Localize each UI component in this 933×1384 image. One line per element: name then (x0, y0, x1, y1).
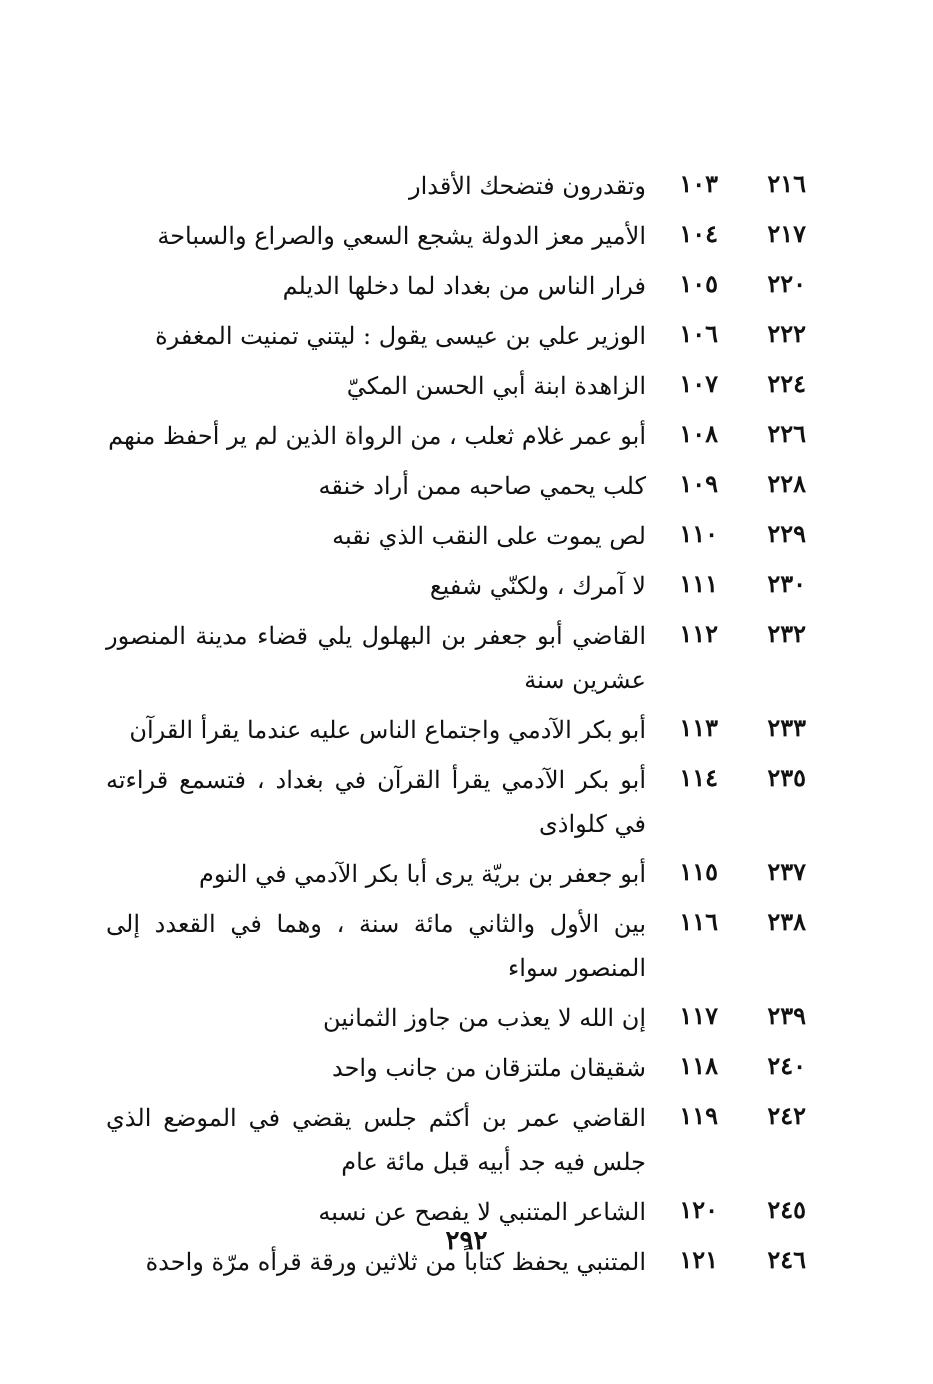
toc-entry (100, 364, 818, 408)
toc-entry (100, 464, 818, 508)
toc-entry-title: الزاهدة ابنة أبي الحسن المكيّ (346, 372, 646, 400)
toc-entry-number: ١٠٦ (679, 319, 718, 348)
toc-entry-title: كلب يحمي صاحبه ممن أراد خنقه (318, 472, 646, 500)
toc-entry (100, 708, 818, 752)
toc-entry-number: ١١٣ (679, 713, 718, 742)
toc-entry-number: ١١٠ (679, 519, 718, 548)
toc-entry (100, 564, 818, 608)
toc-entry (100, 1046, 818, 1090)
toc-entry (100, 902, 818, 990)
toc-entry-page: ٢٢٨ (767, 469, 806, 498)
toc-entry-page: ٢٤٠ (767, 1051, 806, 1080)
page-number: ٢٩٢ (445, 1226, 488, 1256)
toc-entry (100, 164, 818, 208)
toc-entry-title: القاضي أبو جعفر بن البهلول يلي قضاء مدينة المنصور عشرين سنة (106, 622, 646, 694)
toc-entry-title: أبو بكر الآدمي واجتماع الناس عليه عندما يقرأ القرآن (129, 716, 646, 744)
toc-entry-page: ٢٢٠ (767, 269, 806, 298)
toc-entry-title: المتنبي يحفظ كتاباً من ثلاثين ورقة قرأه مرّة واحدة (145, 1248, 646, 1276)
toc-entry-number: ١٠٣ (679, 169, 718, 198)
toc-entry-page: ٢٣٥ (767, 763, 806, 792)
toc-entry-number: ١١٤ (679, 763, 718, 792)
table-of-contents (100, 164, 818, 1290)
toc-entry-title: أبو جعفر بن بريّة يرى أبا بكر الآدمي في النوم (198, 860, 646, 888)
toc-entry (100, 264, 818, 308)
toc-entry-number: ١٠٥ (679, 269, 718, 298)
toc-entry-page: ٢٣٩ (767, 1001, 806, 1030)
toc-entry (100, 314, 818, 358)
toc-entry-number: ١١١ (679, 569, 718, 598)
toc-entry-number: ١٠٧ (679, 369, 718, 398)
toc-entry-page: ٢٤٢ (767, 1101, 806, 1130)
toc-entry-page: ٢٣٠ (767, 569, 806, 598)
toc-entry-title: إن الله لا يعذب من جاوز الثمانين (322, 1004, 646, 1032)
toc-entry-number: ١١٩ (679, 1101, 718, 1130)
toc-entry-title: الوزير علي بن عيسى يقول : ليتني تمنيت المغفرة (155, 322, 646, 350)
toc-entry (100, 614, 818, 702)
toc-entry-title: القاضي عمر بن أكثم جلس يقضي في الموضع الذي جلس فيه جد أبيه قبل مائة عام (106, 1104, 646, 1176)
toc-entry-page: ٢١٦ (767, 169, 806, 198)
toc-entry-title: لص يموت على النقب الذي نقبه (332, 522, 646, 550)
toc-entry-page: ٢٢٢ (767, 319, 806, 348)
toc-entry-number: ١٠٩ (679, 469, 718, 498)
toc-entry-page: ٢٣٣ (767, 713, 806, 742)
toc-entry-number: ١١٨ (679, 1051, 718, 1080)
toc-entry-number: ١٢١ (679, 1245, 718, 1274)
toc-entry-title: أبو عمر غلام ثعلب ، من الرواة الذين لم ير أحفظ منهم (108, 422, 646, 450)
toc-entry (100, 996, 818, 1040)
toc-entry (100, 1096, 818, 1184)
toc-entry-number: ١٢٠ (679, 1195, 718, 1224)
toc-entry-page: ٢٤٥ (767, 1195, 806, 1224)
toc-entry-title: بين الأول والثاني مائة سنة ، وهما في القعدد إلى المنصور سواء (106, 910, 646, 982)
toc-entry (100, 514, 818, 558)
toc-entry-page: ٢٢٩ (767, 519, 806, 548)
toc-entry (100, 852, 818, 896)
toc-entry (100, 758, 818, 846)
toc-entry-page: ٢٤٦ (767, 1245, 806, 1274)
toc-entry-page: ٢١٧ (767, 219, 806, 248)
toc-entry-page: ٢٣٨ (767, 907, 806, 936)
toc-entry-number: ١٠٤ (679, 219, 718, 248)
toc-entry-page: ٢٣٧ (767, 857, 806, 886)
toc-entry-title: أبو بكر الآدمي يقرأ القرآن في بغداد ، فتسمع قراءته في كلواذى (106, 766, 646, 838)
toc-entry-title: وتقدرون فتضحك الأقدار (409, 172, 646, 200)
toc-entry-title: لا آمرك ، ولكنّي شفيع (429, 572, 646, 600)
toc-entry-page: ٢٢٤ (767, 369, 806, 398)
toc-entry-page: ٢٢٦ (767, 419, 806, 448)
toc-entry-title: شقيقان ملتزقان من جانب واحد (332, 1054, 646, 1082)
toc-entry-number: ١٠٨ (679, 419, 718, 448)
toc-entry-number: ١١٦ (679, 907, 718, 936)
toc-entry (100, 414, 818, 458)
toc-entry-title: فرار الناس من بغداد لما دخلها الديلم (282, 272, 646, 300)
toc-entry-title: الأمير معز الدولة يشجع السعي والصراع والسباحة (157, 222, 646, 250)
toc-entry-number: ١١٢ (679, 619, 718, 648)
toc-entry-number: ١١٧ (679, 1001, 718, 1030)
toc-entry (100, 214, 818, 258)
toc-entry-title: الشاعر المتنبي لا يفصح عن نسبه (318, 1198, 646, 1226)
toc-entry-number: ١١٥ (679, 857, 718, 886)
toc-entry-page: ٢٣٢ (767, 619, 806, 648)
